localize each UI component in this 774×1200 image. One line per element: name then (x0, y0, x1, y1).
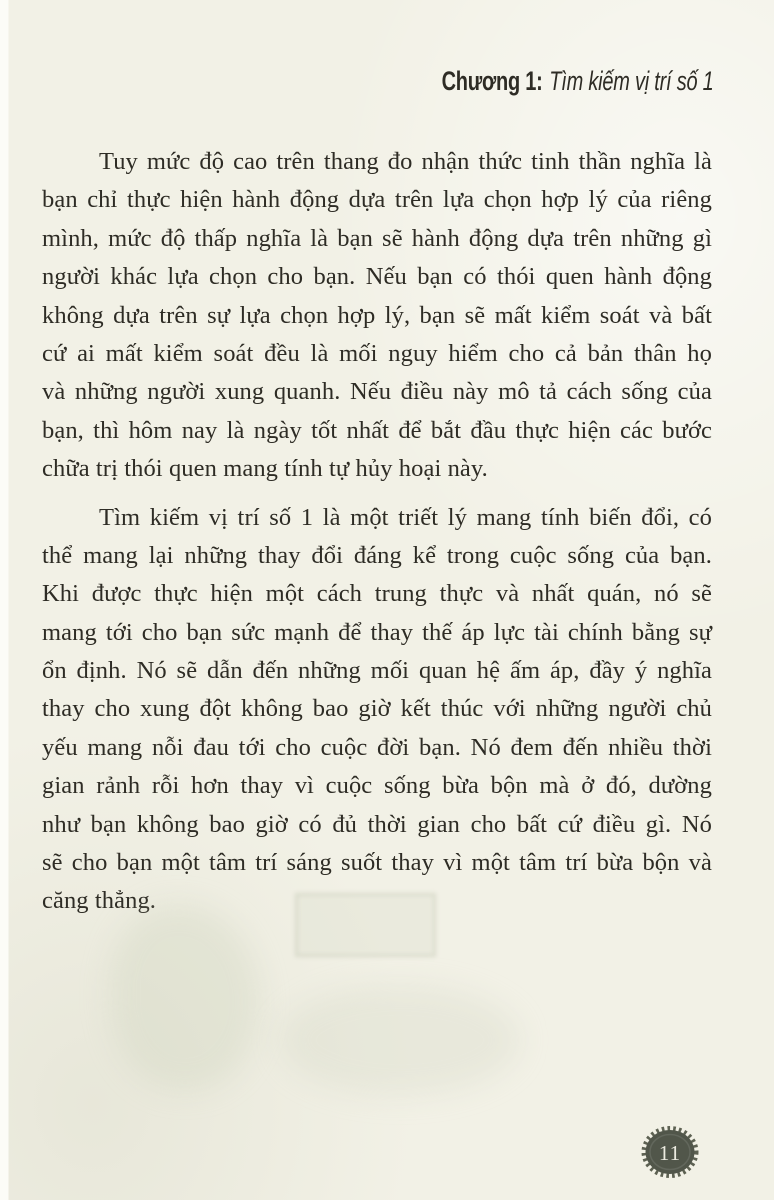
text-line: như bạn không bao giờ có đủ thời gian cho bất cứ điều gì. Nó (42, 810, 712, 838)
text-line: sẽ cho bạn một tâm trí sáng suốt thay vì một tâm trí bừa bộn và (42, 849, 712, 877)
text-line: Tìm kiếm vị trí số 1 là một triết lý mang tính biến đổi, có (99, 503, 712, 531)
text-line: yếu mang nỗi đau tới cho cuộc đời bạn. Nó đem đến nhiều thời (42, 733, 712, 761)
text-line: mang tới cho bạn sức mạnh để thay thế áp lực tài chính bằng sự (42, 618, 712, 646)
text-line: Tuy mức độ cao trên thang đo nhận thức tinh thần nghĩa là (99, 148, 712, 175)
text-line: không dựa trên sự lựa chọn hợp lý, bạn sẽ mất kiểm soát và bất (42, 301, 712, 329)
page-showthrough-blob (110, 905, 260, 1090)
body-text (42, 143, 712, 921)
chapter-label: Chương 1: (441, 66, 544, 96)
text-line: mình, mức độ thấp nghĩa là bạn sẽ hành động dựa trên những gì (42, 224, 712, 252)
text-line: ổn định. Nó sẽ dẫn đến những mối quan hệ ấm áp, đầy ý nghĩa (42, 657, 712, 685)
text-line: thể mang lại những thay đổi đáng kể trong cuộc sống của bạn. (42, 541, 712, 569)
text-line: bạn chỉ thực hiện hành động dựa trên lựa chọn hợp lý của riêng (42, 186, 712, 214)
text-line: gian rảnh rỗi hơn thay vì cuộc sống bừa bộn mà ở đó, dường (42, 772, 712, 800)
paragraph-2 (42, 499, 712, 921)
text-line: căng thẳng. (42, 887, 157, 915)
text-line: chữa trị thói quen mang tính tự hủy hoại này. (42, 455, 488, 483)
text-line: người khác lựa chọn cho bạn. Nếu bạn có thói quen hành động (42, 263, 712, 291)
page-showthrough-blob (280, 985, 520, 1095)
page-number: 11 (658, 1140, 682, 1165)
text-line: Khi được thực hiện một cách trung thực và nhất quán, nó sẽ (42, 580, 712, 608)
text-line: bạn, thì hôm nay là ngày tốt nhất để bắt đầu thực hiện các bước (42, 416, 712, 444)
text-line: thay cho xung đột không bao giờ kết thúc với những người chủ (42, 695, 712, 723)
page-number-badge (640, 1124, 700, 1180)
text-line: và những người xung quanh. Nếu điều này mô tả cách sống của (42, 378, 712, 406)
chapter-title: Tìm kiếm vị trí số 1 (549, 66, 714, 96)
paragraph-1 (42, 143, 712, 489)
chapter-header (442, 66, 714, 97)
text-line: cứ ai mất kiểm soát đều là mối nguy hiểm cho cả bản thân họ (42, 339, 712, 367)
